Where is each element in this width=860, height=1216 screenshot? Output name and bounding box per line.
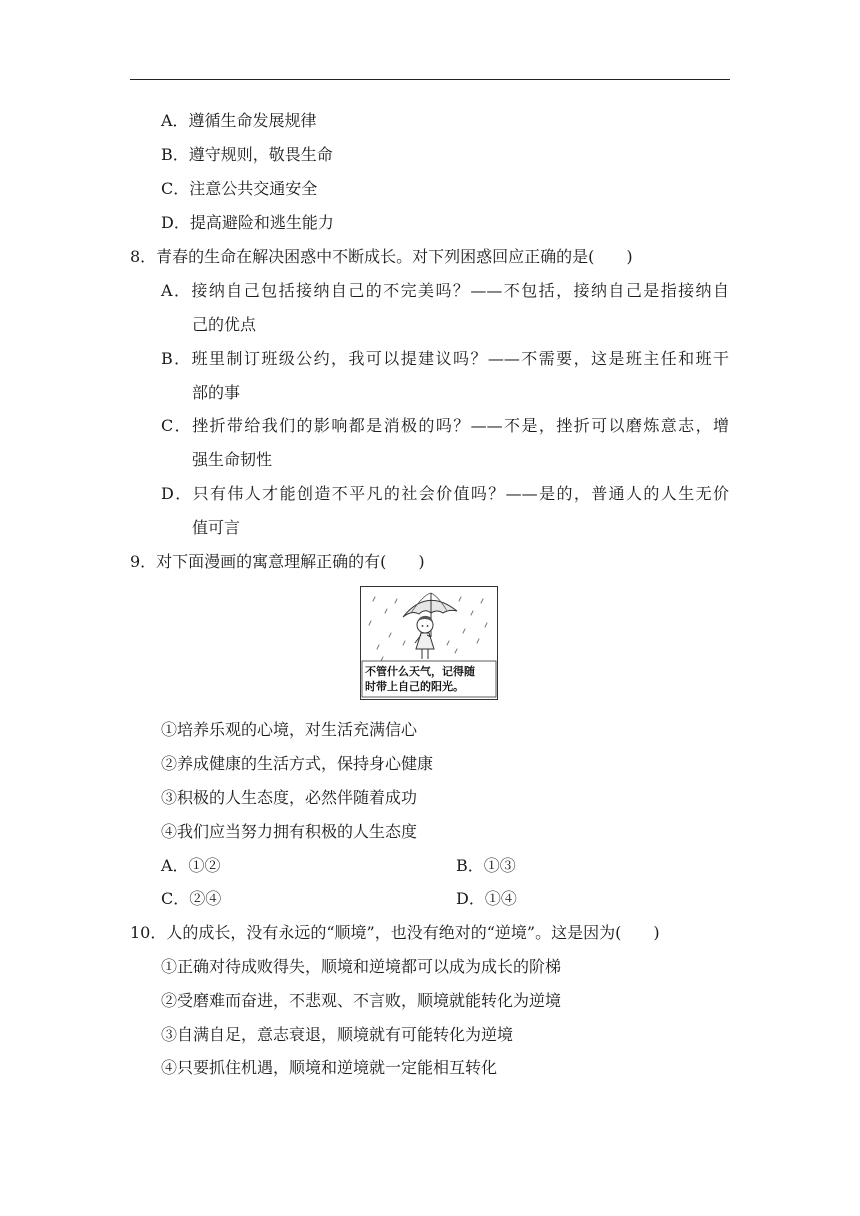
q8-option-d: D．只有伟人才能创造不平凡的社会价值吗？——是的，普通人的人生无价	[161, 484, 729, 503]
cartoon-caption-line1: 不管什么天气，记得随	[365, 665, 475, 678]
q7-option-a: A．遵循生命发展规律	[161, 111, 317, 130]
q9-choice-b: B．①③	[456, 856, 516, 875]
q9-statement-2: ②养成健康的生活方式，保持身心健康	[161, 754, 434, 773]
q9-statement-1: ①培养乐观的心境，对生活充满信心	[161, 720, 418, 739]
q8-option-d-cont: 值可言	[192, 518, 241, 537]
q7-option-b: B．遵守规则，敬畏生命	[161, 145, 333, 164]
cartoon-image	[360, 586, 498, 700]
q8-option-c-cont: 强生命韧性	[192, 450, 273, 469]
cartoon-caption-line2: 时带上自己的阳光。	[365, 680, 464, 693]
q8-option-c: C．挫折带给我们的影响都是消极的吗？——不是，挫折可以磨炼意志，增	[161, 416, 729, 435]
q10-statement-1: ①正确对待成败得失，顺境和逆境都可以成为成长的阶梯	[161, 957, 562, 976]
q8-option-a: A．接纳自己包括接纳自己的不完美吗？——不包括，接纳自己是指接纳自	[161, 281, 729, 300]
q9-stem: 9．对下面漫画的寓意理解正确的有( )	[130, 552, 425, 571]
header-rule	[130, 79, 730, 80]
q10-statement-4: ④只要抓住机遇，顺境和逆境就一定能相互转化	[161, 1058, 498, 1077]
q10-statement-3: ③自满自足，意志衰退，顺境就有可能转化为逆境	[161, 1025, 514, 1044]
q7-option-c: C．注意公共交通安全	[161, 179, 318, 198]
q9-choice-a: A．①②	[161, 856, 221, 875]
q7-option-d: D．提高避险和逃生能力	[161, 213, 334, 232]
q8-stem: 8．青春的生命在解决困惑中不断成长。对下列困惑回应正确的是( )	[130, 247, 633, 266]
q9-statement-3: ③积极的人生态度，必然伴随着成功	[161, 788, 418, 807]
q10-statement-2: ②受磨难而奋进，不悲观、不言败，顺境就能转化为逆境	[161, 991, 562, 1010]
q9-choice-d: D．①④	[456, 889, 517, 908]
q9-choice-c: C．②④	[161, 889, 222, 908]
q8-option-a-cont: 己的优点	[192, 315, 257, 334]
q8-option-b-cont: 部的事	[192, 383, 241, 402]
q10-stem: 10．人的成长，没有永远的“顺境”，也没有绝对的“逆境”。这是因为( )	[130, 923, 660, 942]
q9-statement-4: ④我们应当努力拥有积极的人生态度	[161, 822, 418, 841]
q8-option-b: B．班里制订班级公约，我可以提建议吗？——不需要，这是班主任和班干	[161, 349, 729, 368]
